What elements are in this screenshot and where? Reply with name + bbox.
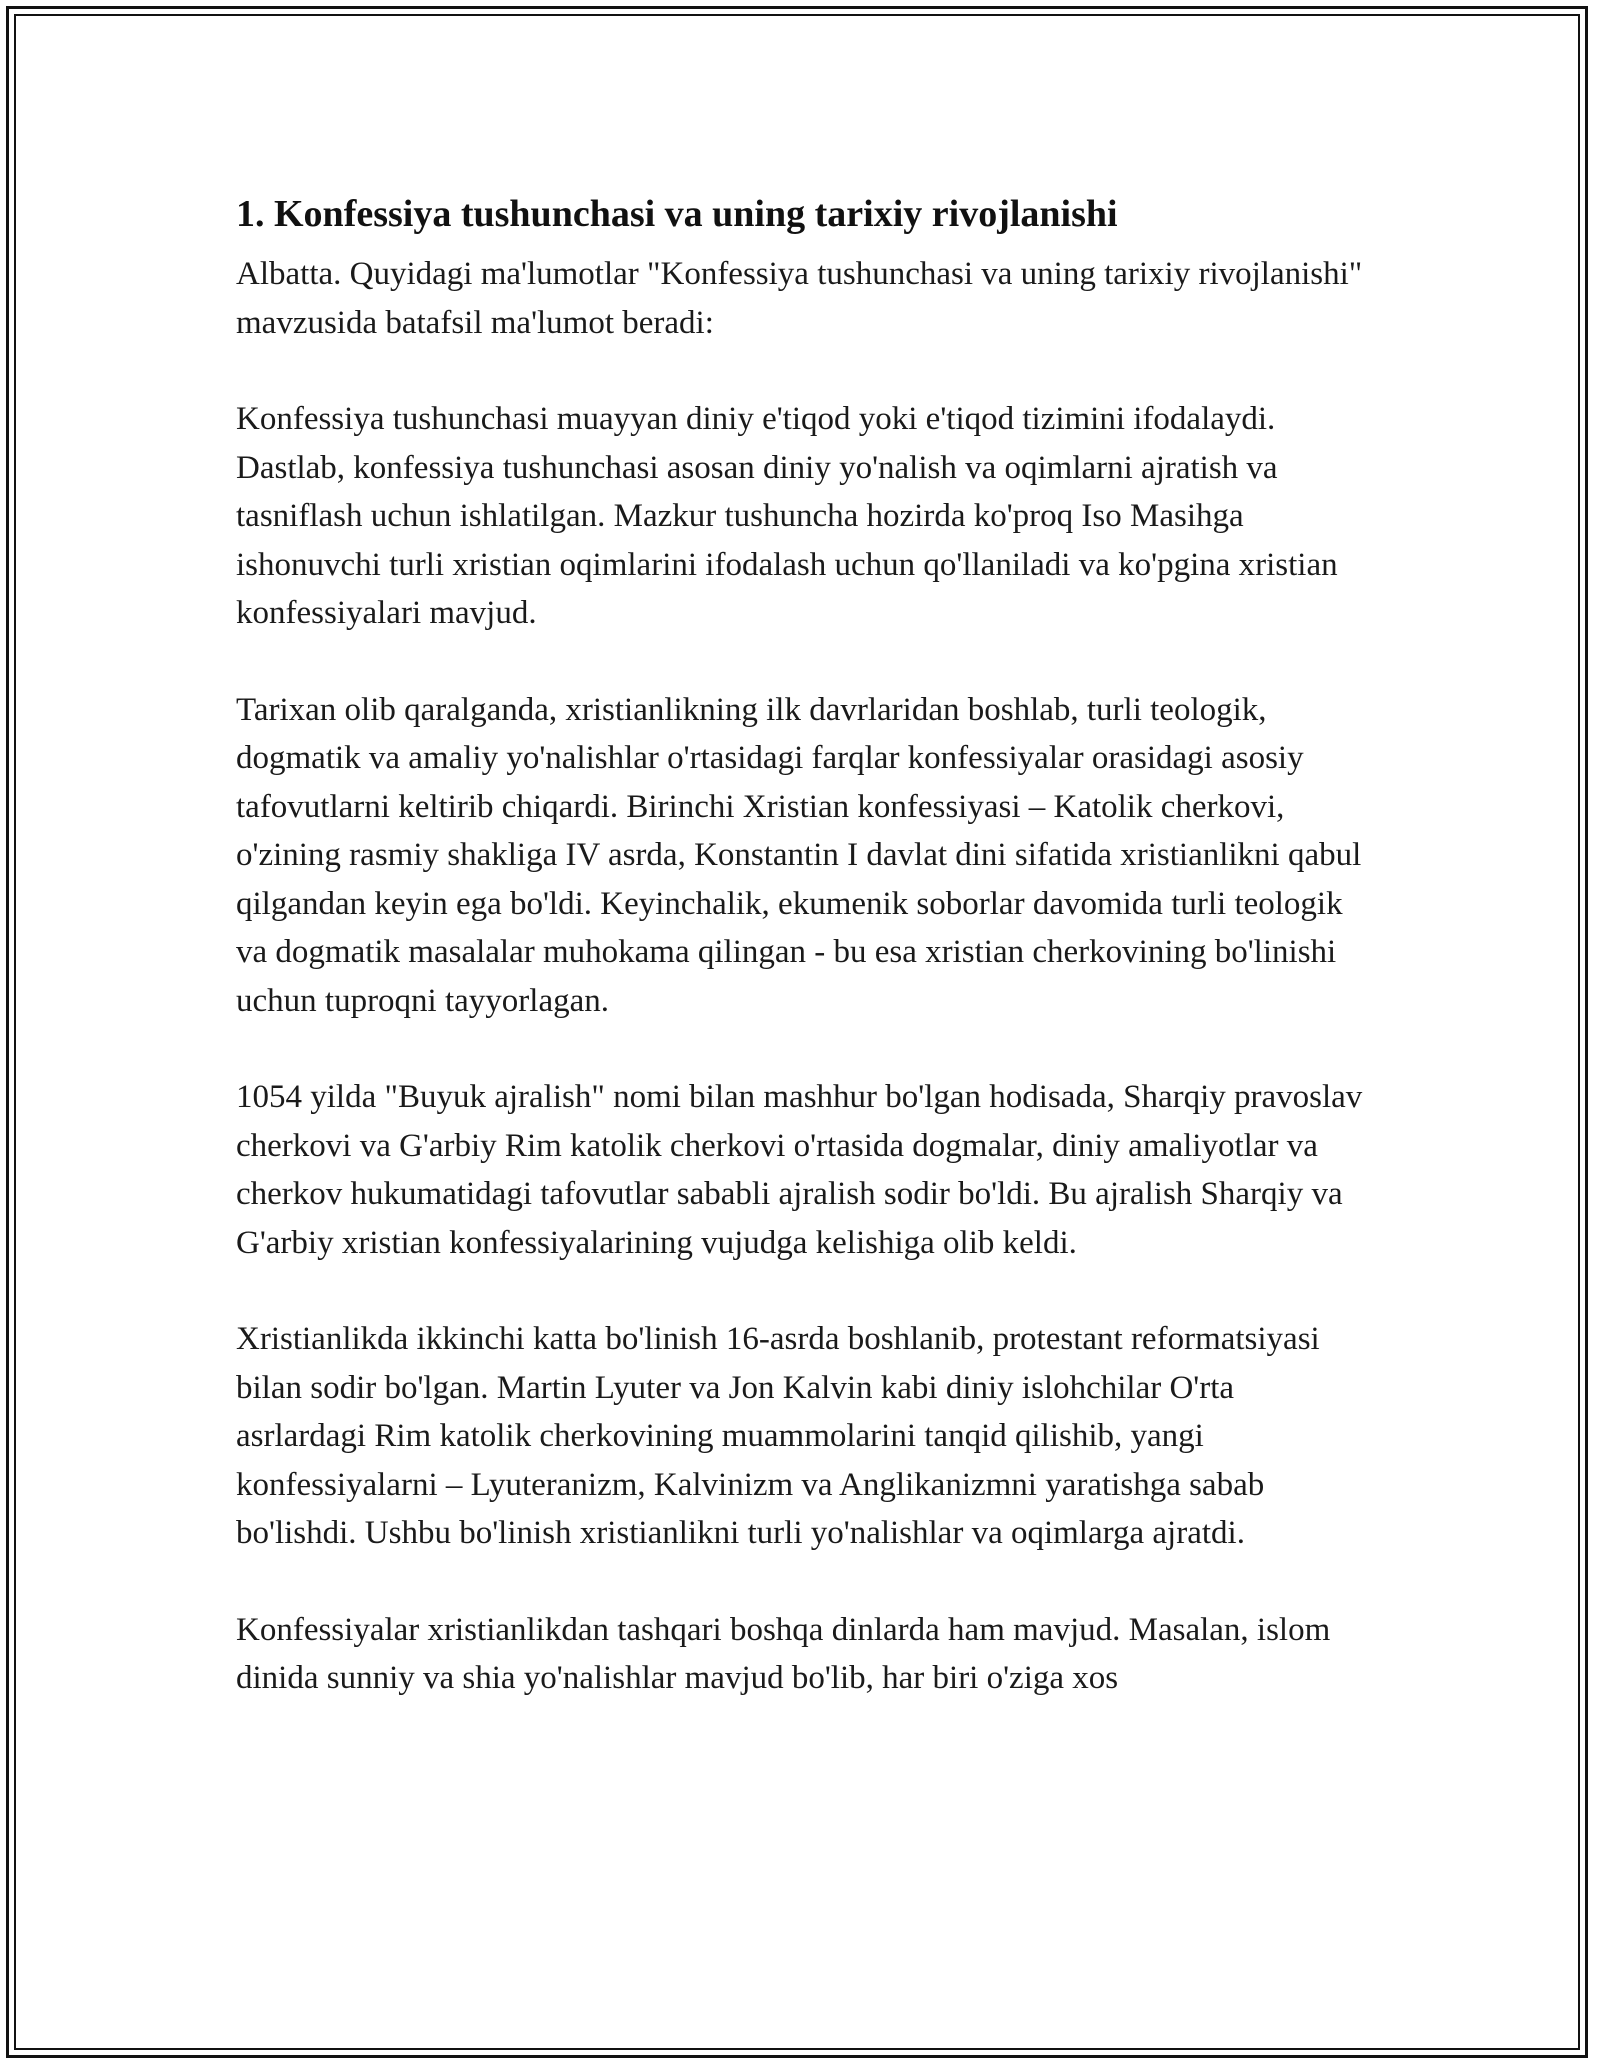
- paragraph-history: Tarixan olib qaralganda, xristianlikning ilk davrlaridan boshlab, turli teologik, dogmatik va amaliy yo'nalishlar o'rtasidagi farqlar konfessiyalar orasidagi asosiy tafovutlarni keltirib chiqardi. Birinchi Xristian konfessiyasi – Katolik cherkovi, o'zining rasmiy shakliga IV asrda, Konstantin I davlat dini sifatida xristianlikni qabul qilgandan keyin ega bo'ldi. Keyinchalik, ekumenik soborlar davomida turli teologik va dogmatik masalalar muhokama qilingan - bu esa xristian cherkovining bo'linishi uchun tuproqni tayyorlagan.: [236, 691, 1362, 1019]
- paragraph-intro: Albatta. Quyidagi ma'lumotlar "Konfessiya tushunchasi va uning tarixiy rivojlanishi" mavzusida batafsil ma'lumot beradi:: [236, 256, 1363, 341]
- paragraph-definition: Konfessiya tushunchasi muayyan diniy e'tiqod yoki e'tiqod tizimini ifodalaydi. Dastlab, konfessiya tushunchasi asosan diniy yo'nalish va oqimlarni ajratish va tasniflash uchun ishlatilgan. Mazkur tushuncha hozirda ko'proq Iso Masihga ishonuvchi turli xristian oqimlarini ifodalash uchun qo'llaniladi va ko'pgina xristian konfessiyalari mavjud.: [236, 401, 1338, 631]
- paragraph-reformation: Xristianlikda ikkinchi katta bo'linish 16-asrda boshlanib, protestant reformatsiyasi bilan sodir bo'lgan. Martin Lyuter va Jon Kalvin kabi diniy islohchilar O'rta asrlardagi Rim katolik cherkovining muammolarini tanqid qilishib, yangi konfessiyalarni – Lyuteranizm, Kalvinizm va Anglikanizmni yaratishga sabab bo'lishdi. Ushbu bo'linish xristianlikni turli yo'nalishlar va oqimlarga ajratdi.: [236, 1321, 1320, 1551]
- section-heading: 1. Konfessiya tushunchasi va uning tarixiy rivojlanishi: [236, 193, 1118, 235]
- paragraph-great-schism: 1054 yilda "Buyuk ajralish" nomi bilan mashhur bo'lgan hodisada, Sharqiy pravoslav cherkovi va G'arbiy Rim katolik cherkovi o'rtasida dogmalar, diniy amaliyotlar va cherkov hukumatidagi tafovutlar sababli ajralish sodir bo'ldi. Bu ajralish Sharqiy va G'arbiy xristian konfessiyalarining vujudga kelishiga olib keldi.: [236, 1079, 1363, 1261]
- document-body: [236, 188, 1366, 1751]
- paragraph-other-religions: Konfessiyalar xristianlikdan tashqari boshqa dinlarda ham mavjud. Masalan, islom dinida sunniy va shia yo'nalishlar mavjud bo'lib, har biri o'ziga xos: [236, 1611, 1331, 1696]
